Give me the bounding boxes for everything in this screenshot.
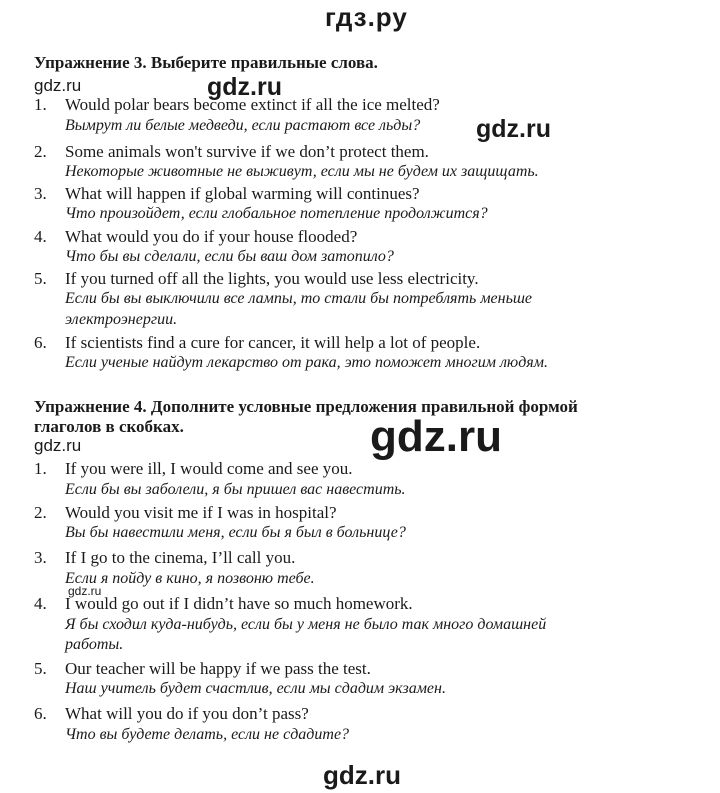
watermark: gdz.ru — [476, 115, 551, 143]
english-sentence: If scientists find a cure for cancer, it will help a lot of people. — [65, 333, 481, 352]
exercise-4-title: Упражнение 4. Дополните условные предложения правильной формой — [34, 397, 578, 416]
watermark: gdz.ru — [34, 76, 82, 95]
russian-translation: Если я пойду в кино, я позвоню тебе. — [65, 570, 315, 587]
english-sentence: What will happen if global warming will continues? — [65, 184, 420, 203]
watermark: gdz.ru — [34, 436, 82, 455]
item-number: 1. — [34, 459, 47, 478]
item-number: 5. — [34, 659, 47, 678]
english-sentence: What would you do if your house flooded? — [65, 227, 358, 246]
english-sentence: If you turned off all the lights, you would use less electricity. — [65, 269, 479, 288]
russian-translation: Я бы сходил куда-нибудь, если бы у меня не было так много домашней — [65, 616, 547, 633]
item-number: 3. — [34, 548, 47, 567]
english-sentence: I would go out if I didn’t have so much homework. — [65, 594, 413, 613]
russian-translation: Что бы вы сделали, если бы ваш дом затопило? — [65, 248, 394, 265]
item-number: 3. — [34, 184, 47, 203]
site-footer: gdz.ru — [323, 760, 401, 790]
exercise-4-title-cont: глаголов в скобках. — [34, 417, 184, 436]
item-number: 6. — [34, 333, 47, 352]
english-sentence: Some animals won't survive if we don’t protect them. — [65, 142, 429, 161]
english-sentence: If I go to the cinema, I’ll call you. — [65, 548, 296, 567]
russian-translation: Наш учитель будет счастлив, если мы сдадим экзамен. — [65, 680, 446, 697]
russian-translation: Если бы вы выключили все лампы, то стали бы потреблять меньше — [65, 290, 533, 307]
exercise-3-title: Упражнение 3. Выберите правильные слова. — [34, 53, 378, 72]
watermark: gdz.ru — [68, 584, 102, 598]
site-header: гдз.ру — [325, 2, 408, 32]
russian-translation: Вымрут ли белые медведи, если растают все льды? — [65, 117, 421, 134]
russian-translation: Если ученые найдут лекарство от рака, это поможет многим людям. — [65, 354, 548, 371]
english-sentence: What will you do if you don’t pass? — [65, 704, 309, 723]
item-number: 2. — [34, 503, 47, 522]
item-number: 4. — [34, 227, 47, 246]
item-number: 5. — [34, 269, 47, 288]
russian-translation: Что вы будете делать, если не сдадите? — [65, 726, 350, 743]
item-number: 2. — [34, 142, 47, 161]
item-number: 4. — [34, 594, 47, 613]
item-number: 1. — [34, 95, 47, 114]
russian-translation: Вы бы навестили меня, если бы я был в больнице? — [65, 524, 406, 541]
watermark: gdz.ru — [370, 412, 502, 461]
item-number: 6. — [34, 704, 47, 723]
russian-translation: работы. — [65, 636, 124, 653]
russian-translation: Некоторые животные не выживут, если мы не будем их защищать. — [65, 163, 539, 180]
english-sentence: If you were ill, I would come and see you. — [65, 459, 353, 478]
english-sentence: Would polar bears become extinct if all the ice melted? — [65, 95, 440, 114]
english-sentence: Our teacher will be happy if we pass the test. — [65, 659, 371, 678]
english-sentence: Would you visit me if I was in hospital? — [65, 503, 337, 522]
watermark: gdz.ru — [207, 73, 282, 101]
russian-translation: Что произойдет, если глобальное потепление продолжится? — [65, 205, 488, 222]
russian-translation: Если бы вы заболели, я бы пришел вас навестить. — [65, 481, 406, 498]
russian-translation: электроэнергии. — [65, 311, 178, 328]
